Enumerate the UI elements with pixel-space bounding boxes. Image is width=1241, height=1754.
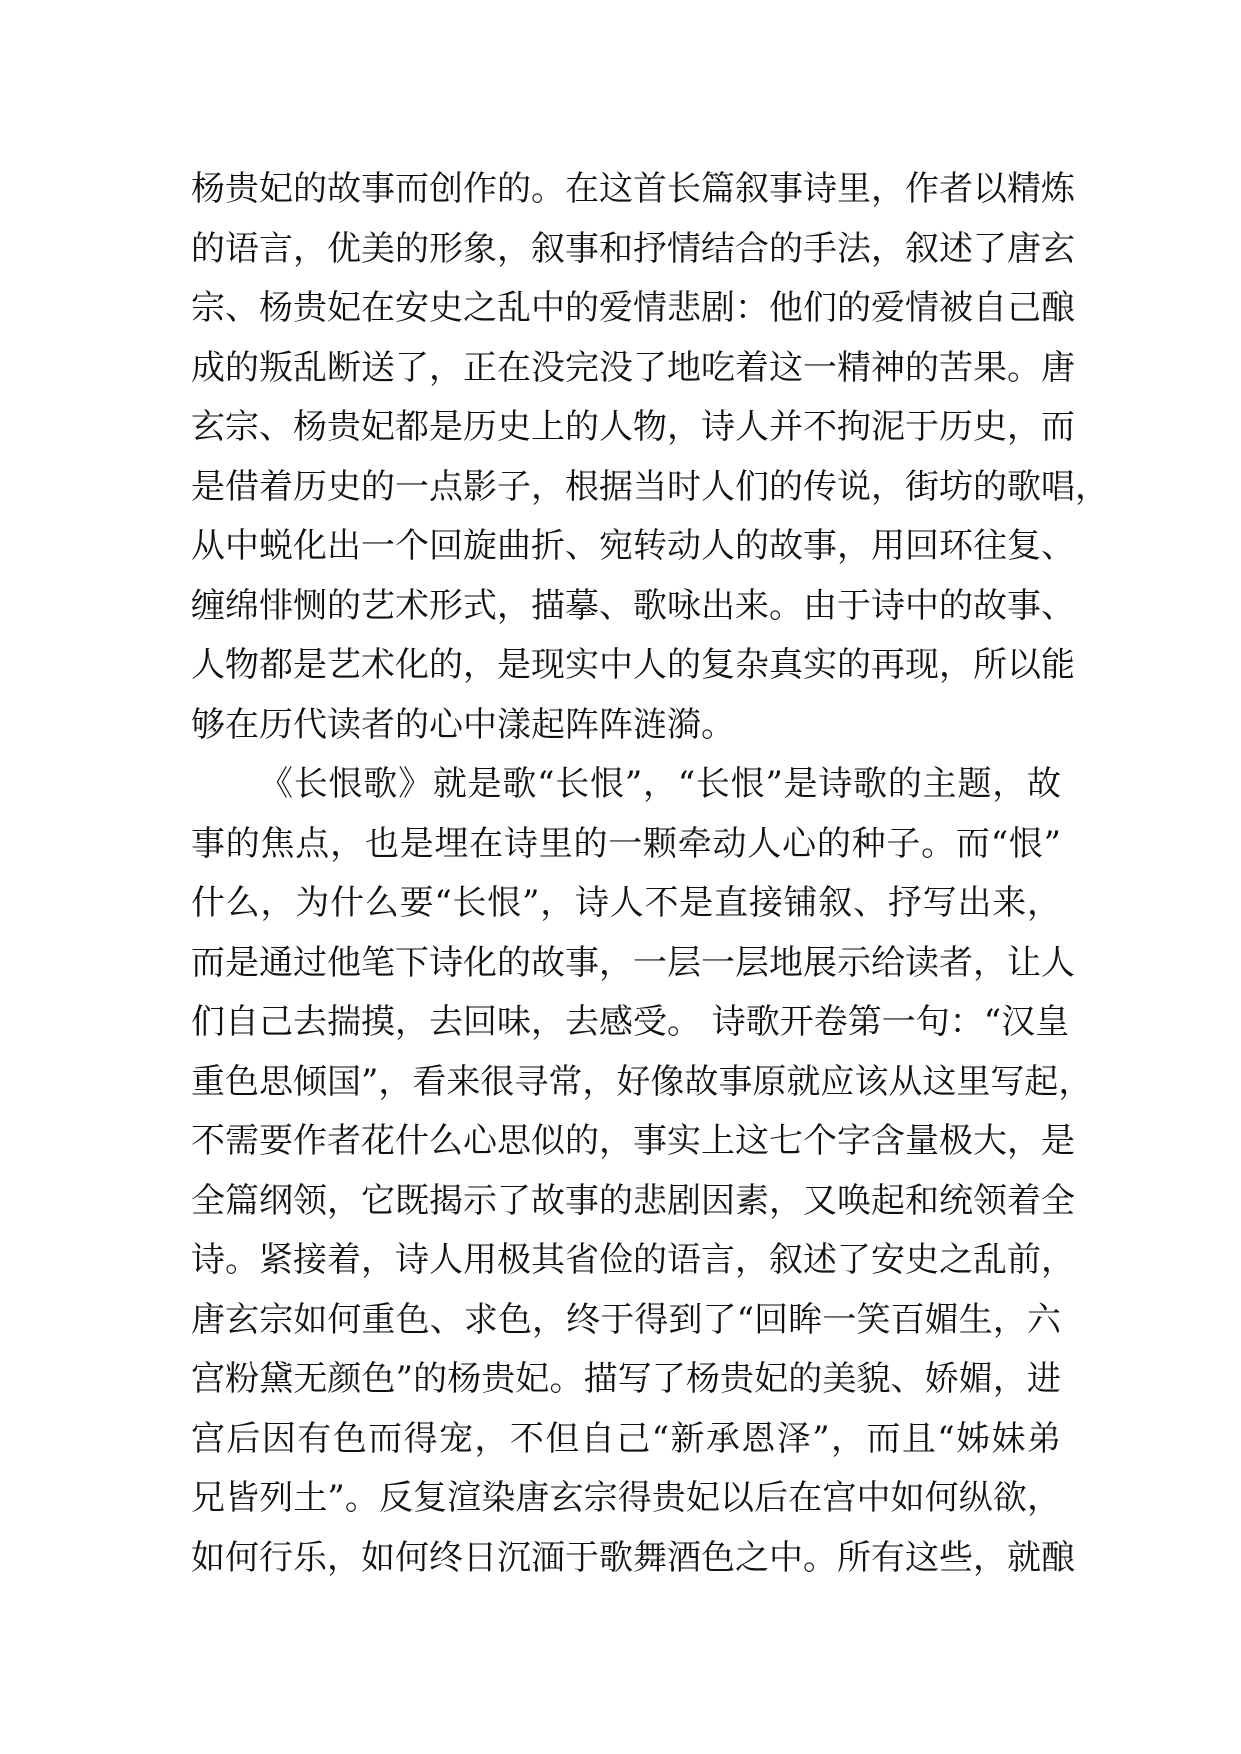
text-line: 诗。紧接着，诗人用极其省俭的语言，叙述了安史之乱前， — [191, 1240, 1075, 1280]
text-line: 如何行乐，如何终日沉湎于歌舞酒色之中。所有这些，就酿 — [191, 1537, 1075, 1578]
paragraph-end-line: 够在历代读者的心中漾起阵阵涟漪。 — [191, 704, 735, 745]
text-line: 宫粉黛无颜色”的杨贵妃。描写了杨贵妃的美貌、娇媚，进 — [191, 1359, 1061, 1399]
text-line: 杨贵妃的故事而创作的。在这首长篇叙事诗里，作者以精炼 — [191, 169, 1075, 209]
text-line: 缠绵悱恻的艺术形式，描摹、歌咏出来。由于诗中的故事、 — [191, 585, 1075, 626]
text-line: 宗、杨贵妃在安史之乱中的爱情悲剧：他们的爱情被自己酿 — [191, 288, 1075, 328]
text-line: 什么，为什么要“长恨”，诗人不是直接铺叙、抒写出来， — [191, 883, 1061, 923]
text-line: 玄宗、杨贵妃都是历史上的人物，诗人并不拘泥于历史，而 — [191, 407, 1075, 447]
text-line: 事的焦点，也是埋在诗里的一颗牵动人心的种子。而“恨” — [191, 823, 1061, 864]
text-line: 全篇纲领，它既揭示了故事的悲剧因素，又唤起和统领着全 — [191, 1180, 1075, 1221]
text-line: 宫后因有色而得宠，不但自己“新承恩泽”，而且“姊妹弟 — [191, 1418, 1061, 1459]
text-line: 从中蜕化出一个回旋曲折、宛转动人的故事，用回环往复、 — [191, 526, 1075, 566]
text-line: 人物都是艺术化的，是现实中人的复杂真实的再现，所以能 — [191, 645, 1075, 685]
text-line: 兄皆列土”。反复渲染唐玄宗得贵妃以后在宫中如何纵欲， — [191, 1478, 1061, 1518]
text-line: 唐玄宗如何重色、求色，终于得到了“回眸一笑百媚生，六 — [191, 1299, 1061, 1340]
text-line: 重色思倾国”，看来很寻常，好像故事原就应该从这里写起， — [191, 1061, 1093, 1102]
text-line: 而是通过他笔下诗化的故事，一层一层地展示给读者，让人 — [191, 942, 1075, 983]
paragraph-first-line: 《长恨歌》就是歌“长恨”，“长恨”是诗歌的主题，故 — [259, 764, 1061, 804]
text-line: 是借着历史的一点影子，根据当时人们的传说，街坊的歌唱， — [191, 466, 1109, 507]
body-text — [191, 160, 1109, 1588]
text-line: 不需要作者花什么心思似的，事实上这七个字含量极大，是 — [191, 1121, 1075, 1161]
text-line: 们自己去揣摸，去回味，去感受。 诗歌开卷第一句：“汉皇 — [191, 1002, 1070, 1042]
text-line: 成的叛乱断送了，正在没完没了地吃着这一精神的苦果。唐 — [191, 347, 1075, 388]
text-line: 的语言，优美的形象，叙事和抒情结合的手法，叙述了唐玄 — [191, 228, 1075, 269]
